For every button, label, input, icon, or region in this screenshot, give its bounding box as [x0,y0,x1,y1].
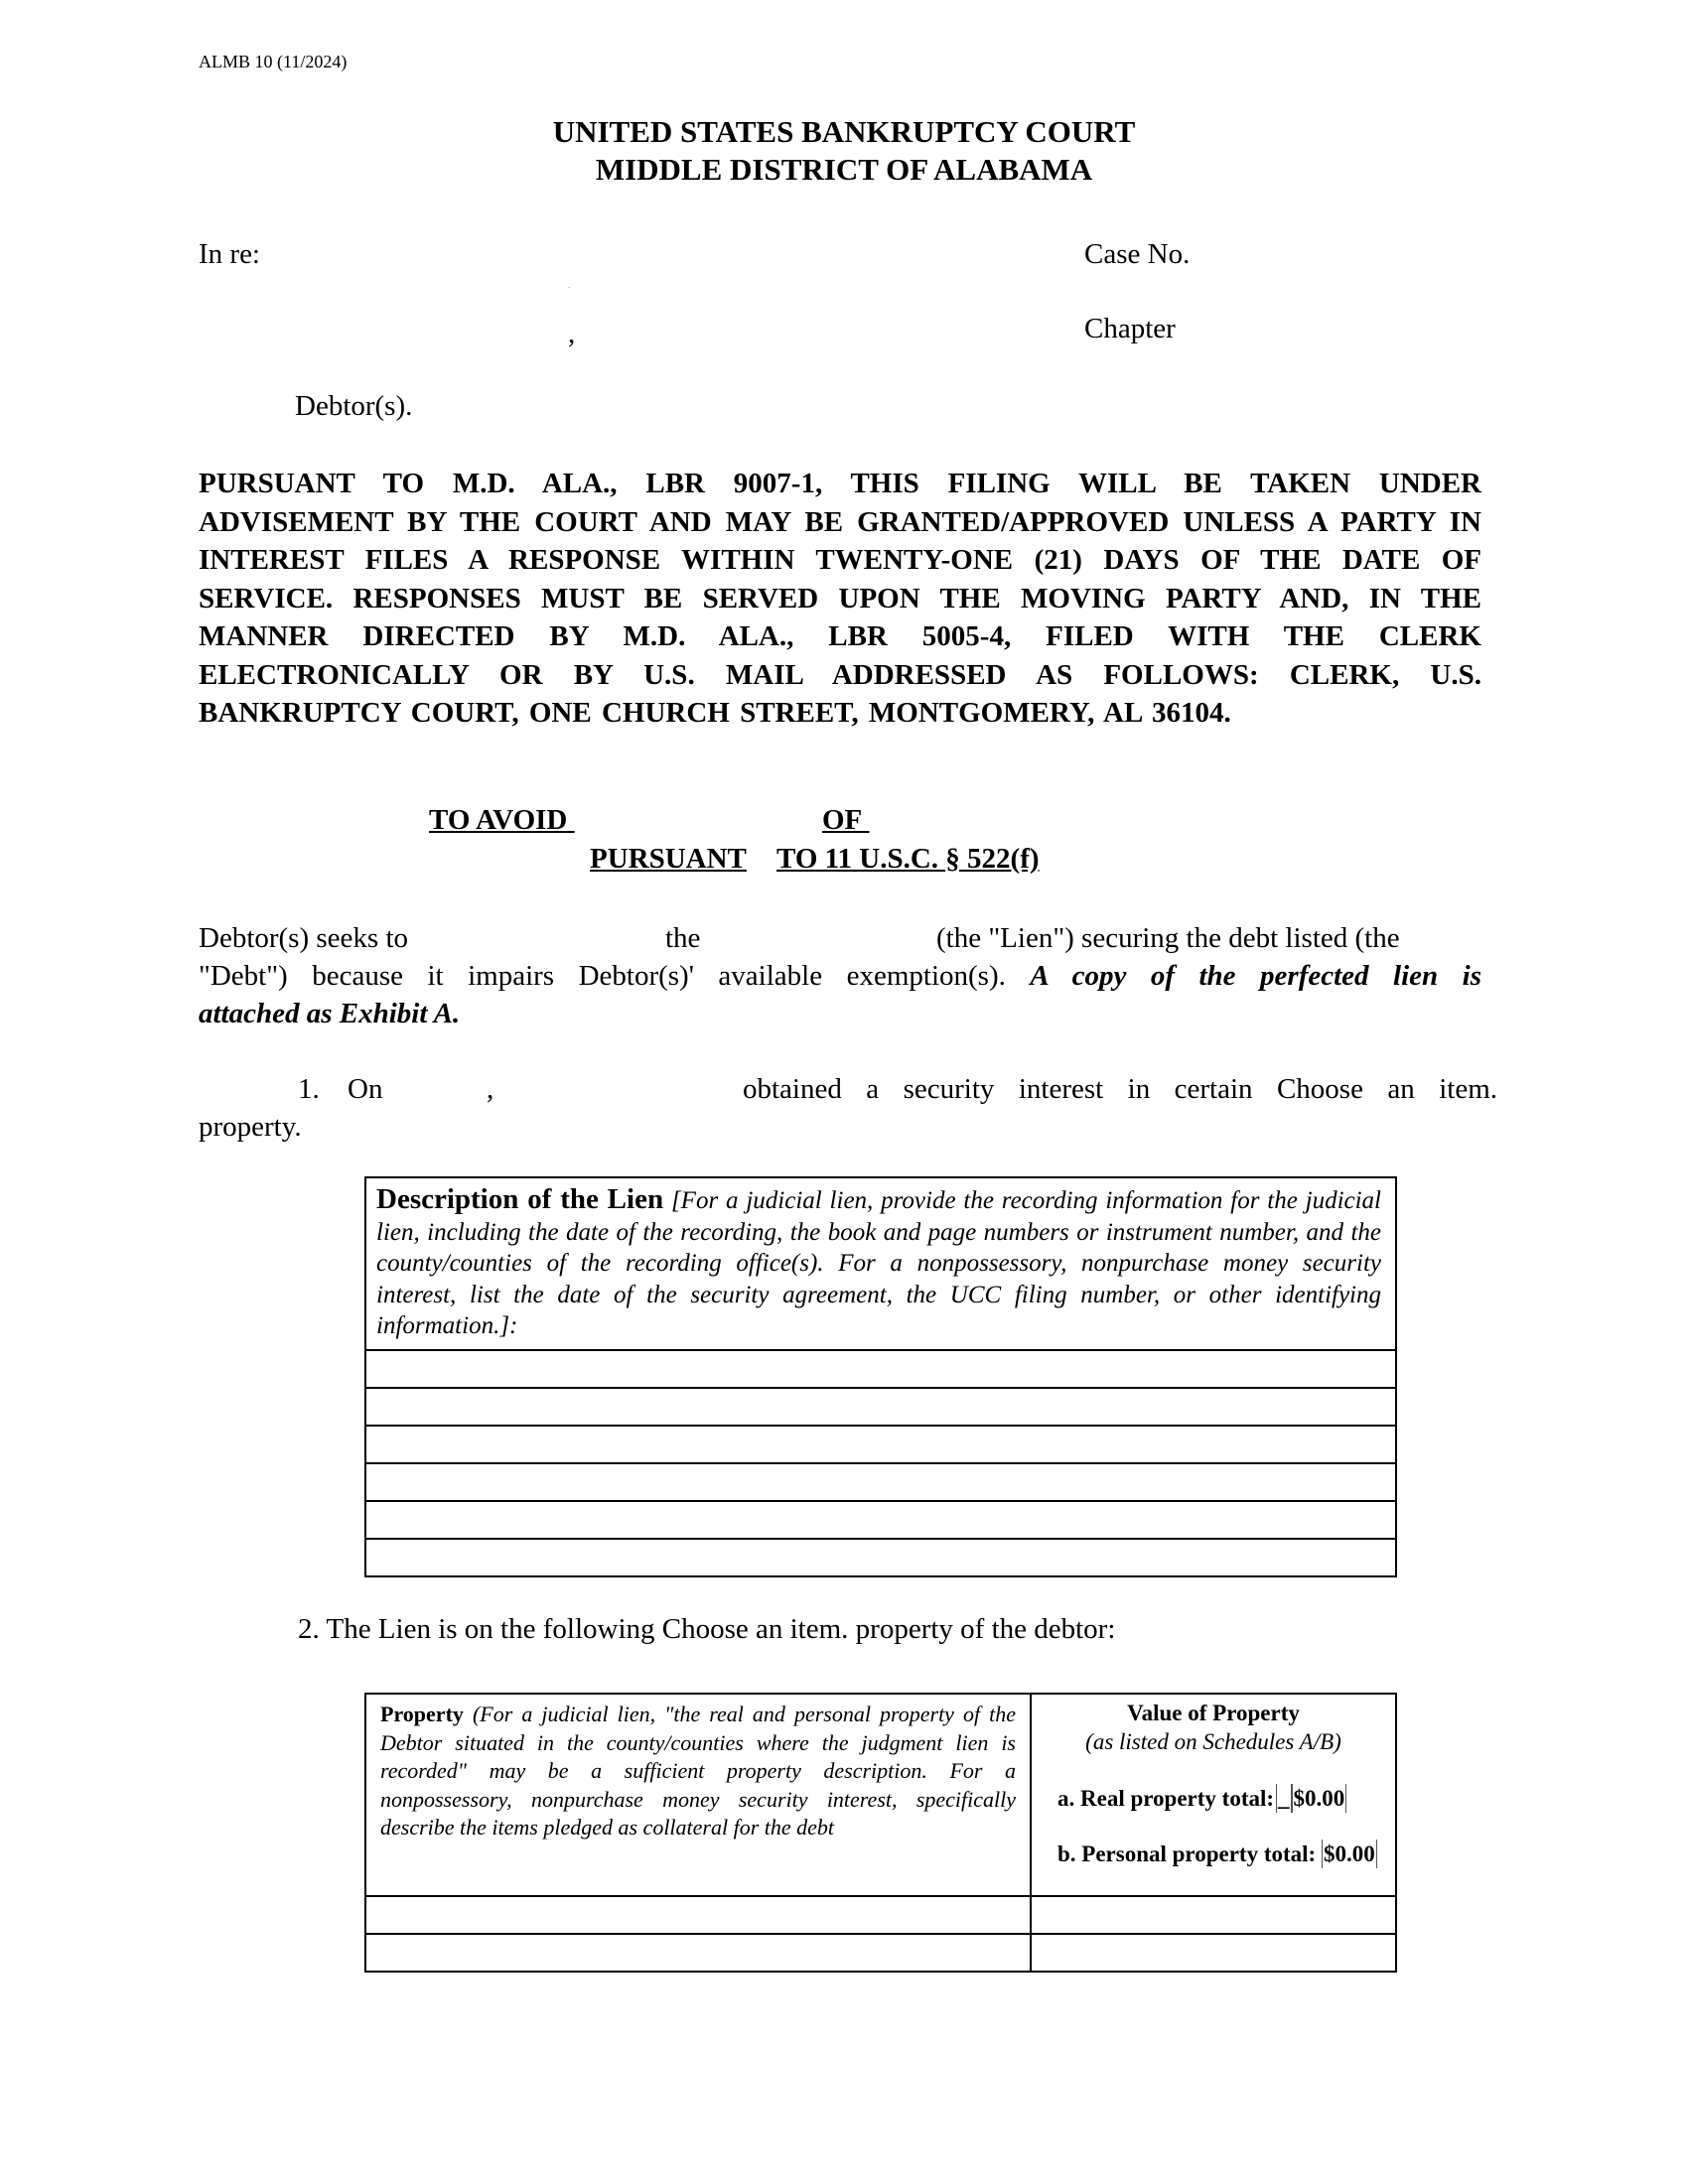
property-row-value[interactable] [1031,1934,1396,1972]
para1-on: On [348,1073,383,1105]
property-heading: Property [380,1702,464,1726]
personal-property-total [1040,1840,1387,1868]
court-name: UNITED STATES BANKRUPTCY COURT [552,114,1136,149]
lien-description-row[interactable] [365,1388,1396,1426]
lien-description-row[interactable] [365,1350,1396,1388]
response-notice: PURSUANT TO M.D. ALA., LBR 9007-1, THIS FILING WILL BE TAKEN UNDER ADVISEMENT BY THE COURT AND MAY BE GRANTED/APPROVED UNLESS A PARTY IN INTEREST FILES A RESPONSE WITHIN TWENTY-ONE (21) DAYS OF THE DATE OF SERVICE. RESPONSES MUST BE SERVED UPON THE MOVING PARTY AND, IN THE MANNER DIRECTED BY M.D. ALA., LBR 5005-4, FILED WITH THE CLERK ELECTRONICALLY OR BY U.S. MAIL ADDRESSED AS FOLLOWS: CLERK, U.S. BANKRUPTCY COURT, ONE CHURCH STREET, MONTGOMERY, AL 36104. [199,468,1481,729]
court-district: MIDDLE DISTRICT OF ALABAMA [595,152,1093,187]
property-row-description[interactable] [365,1934,1031,1972]
intro-the: the [665,922,701,954]
lien-description-instructions: [For a judicial lien, provide the recording information for the judicial lien, including the date of the recording, the book and page numbers or instrument number, and the county/counties of the recording office(s). For a nonpossessory, nonpurchase money security interest, list the date of the security agreement, the UCC filing number, or other identifying information.]: [376,1187,1382,1339]
property-instructions: (For a judicial lien, "the real and personal property of the Debtor situated in the county/counties where the judgment lien is recorded" may be a sufficient property description. For a nonpossessory, nonpurchase money security interest, specifically describe the items pledged as collateral for the debt [380,1702,1016,1840]
case-no-label: Case No. [1084,238,1191,270]
real-property-amount[interactable]: $0.00 [1293,1786,1345,1811]
title-to-avoid: TO AVOID [429,804,568,836]
lien-description-table [364,1176,1397,1577]
lien-description-row[interactable] [365,1539,1396,1576]
debtors-label: Debtor(s). [295,390,413,422]
debtor-name-marker: . [568,280,571,291]
intro-debt-line: "Debt") because it impairs Debtor(s)' available exemption(s). A copy of the perfected lien is [199,960,1481,992]
personal-property-label: b. Personal property total: [1057,1842,1317,1866]
chapter-label: Chapter [1084,313,1176,344]
title-of: OF [822,804,863,836]
personal-property-amount[interactable]: $0.00 [1323,1842,1375,1866]
real-property-total [1040,1784,1387,1813]
lien-description-row[interactable] [365,1426,1396,1463]
lien-description-header [365,1177,1396,1350]
lien-description-row[interactable] [365,1463,1396,1501]
property-row-description[interactable] [365,1896,1031,1934]
intro-lien-definition: (the "Lien") securing the debt listed (the [936,922,1400,954]
property-value-header [1031,1694,1396,1896]
lien-description-row[interactable] [365,1501,1396,1539]
para1-number: 1. [298,1073,320,1105]
in-re-label: In re: [199,238,260,270]
real-property-value[interactable]: _ [1278,1786,1290,1811]
para1-property: property. [199,1111,302,1143]
para1-comma: , [487,1073,494,1105]
title-statute: TO 11 U.S.C. § 522(f) [776,843,1040,875]
para1-obtained: obtained a security interest in certain Choose an item. [743,1073,1497,1105]
value-subheading: (as listed on Schedules A/B) [1085,1729,1341,1754]
lien-description-heading: Description of the Lien [376,1183,664,1215]
value-heading: Value of Property [1127,1701,1300,1725]
caption-comma: , [568,318,576,349]
property-table [364,1693,1397,1973]
property-row-value[interactable] [1031,1896,1396,1934]
para2-text: 2. The Lien is on the following Choose an item. property of the debtor: [298,1613,1116,1645]
intro-seeks-to: Debtor(s) seeks to [199,922,409,954]
property-description-header [365,1694,1031,1896]
real-property-label: a. Real property total: [1057,1786,1275,1811]
form-id: ALMB 10 (11/2024) [199,52,348,71]
intro-exhibit-note: attached as Exhibit A. [199,998,461,1029]
title-pursuant: PURSUANT [590,843,747,875]
